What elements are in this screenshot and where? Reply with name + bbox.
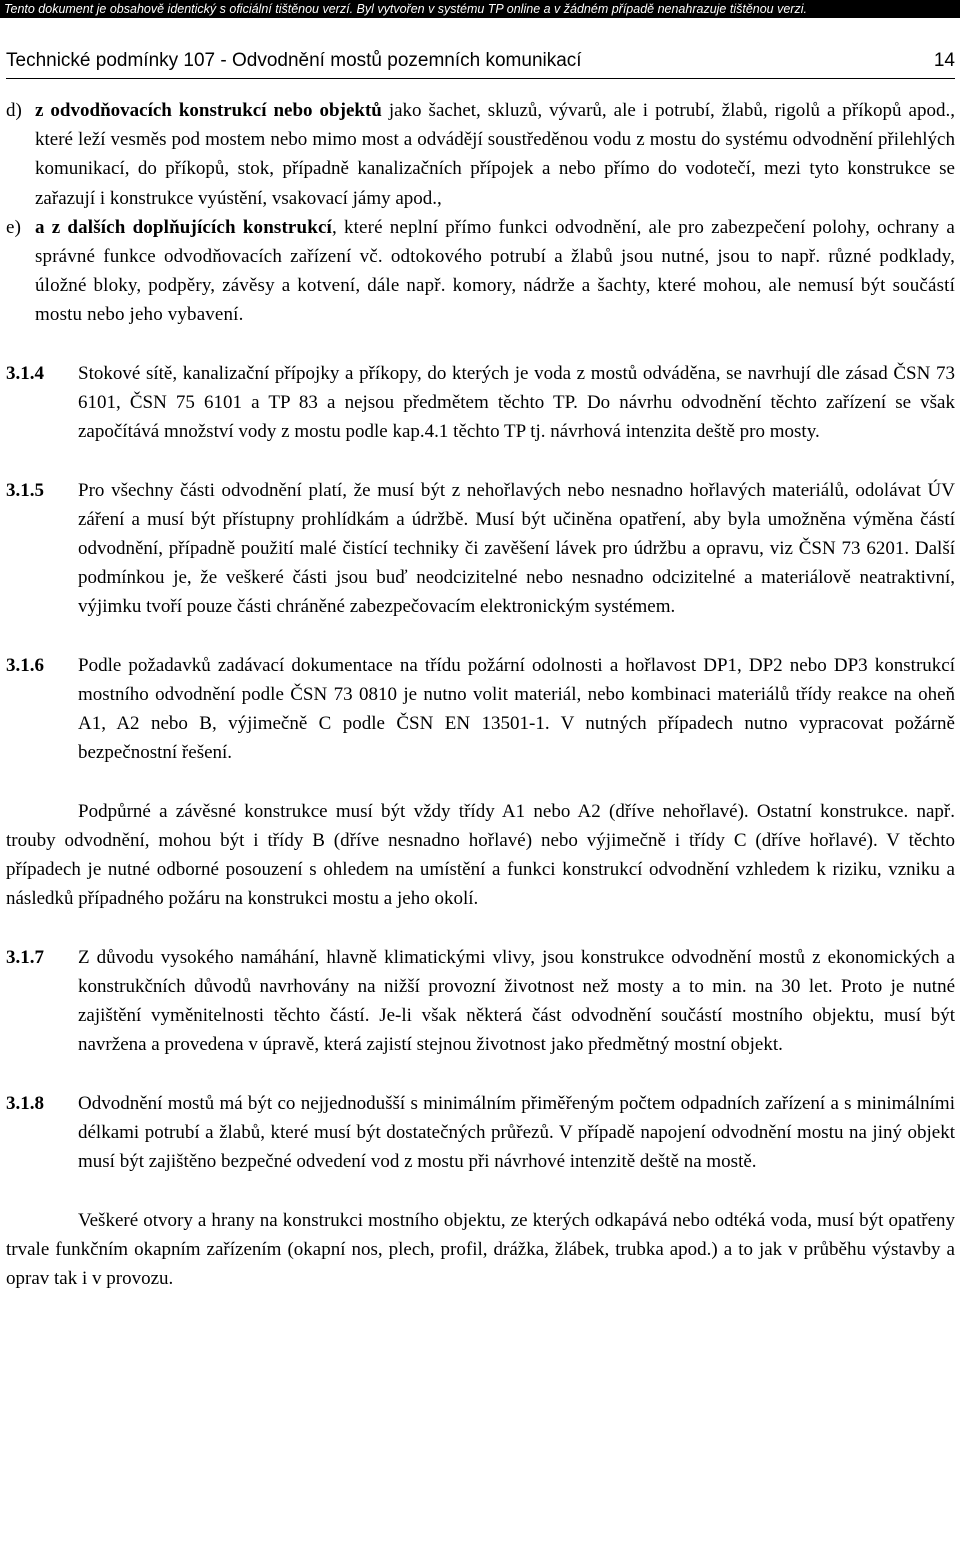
document-body	[6, 96, 955, 1293]
section-number: 3.1.4	[6, 362, 44, 384]
section-text: Pro všechny části odvodnění platí, že musí být z nehořlavých nebo nesnadno hořlavých materiálů, odolávat ÚV záření a musí být přístupny prohlídkám a údržbě. Musí být učiněna opatření, aby byla umožněna výměna částí odvodnění, případně použití malé čistící techniky či zavěšení lávek pro údržbu a opravu, viz ČSN 73 6201. Další podmínkou je, že veškeré části jsou buď neodcizitelné nebo nesnadno odcizitelné a materiálově neatraktivní, výjimku tvoří pouze části chráněné zabezpečovacím elektronickým systémem.	[78, 479, 955, 618]
section-number: 3.1.7	[6, 946, 44, 968]
list-item-e	[6, 213, 955, 330]
paragraph-openings-edges: Veškeré otvory a hrany na konstrukci mostního objektu, ze kterých odkapává nebo odtéká voda, musí být opatřeny trvale funkčním okapním zařízením (okapní nos, plech, profil, drážka, žlábek, trubka apod.) a to jak v průběhu výstavby a oprav tak i v provozu.	[6, 1209, 955, 1290]
paragraph-supporting-structures: Podpůrné a závěsné konstrukce musí být vždy třídy A1 nebo A2 (dříve nehořlavé). Ostatní konstrukce. např. trouby odvodnění, mohou být i třídy B (dříve nesnadno hořlavé) nebo výjimečně i třídy C (dříve hořlavé). V těchto případech je nutné odborné posouzení s ohledem na umístění a funkci konstrukcí odvodnění vzhledem k riziku, vzniku a následků případného požáru na konstrukci mostu a jeho okolí.	[6, 800, 955, 910]
list-item-text: , které neplní přímo funkci odvodnění, ale pro zabezpečení polohy, ochrany a správné funkce odvodňovacích zařízení vč. odtokového potrubí a žlabů jsou nutné, jsou to např. různé podklady, úložné bloky, podpěry, závěsy a kotvení, dále např. komory, nádrže a šachty, které mohou, ale nemusí být součástí mostu nebo jeho vybavení.	[35, 216, 956, 326]
list-item-bold: z odvodňovacích konstrukcí nebo objektů	[35, 100, 382, 121]
list-marker: d)	[6, 100, 22, 121]
list-item-bold: a z dalších doplňujících konstrukcí	[35, 216, 332, 238]
section-3-1-6	[6, 651, 955, 768]
section-3-1-7	[6, 943, 955, 1060]
section-3-1-8	[6, 1089, 955, 1177]
section-text: Podle požadavků zadávací dokumentace na třídu požární odolnosti a hořlavost DP1, DP2 nebo DP3 konstrukcí mostního odvodnění podle ČSN 73 0810 je nutno volit materiál, nebo kombinaci materiálů třídy reakce na oheň A1, A2 nebo B, výjimečně C podle ČSN EN 13501-1. V nutných případech nutno vypracovat požárně bezpečnostní řešení.	[78, 654, 955, 764]
page-header	[6, 48, 955, 79]
section-number: 3.1.8	[6, 1092, 44, 1114]
section-text: Z důvodu vysokého namáhání, hlavně klimatickými vlivy, jsou konstrukce odvodnění mostů z ekonomických a konstrukčních důvodů navrhovány na nižší provozní životnost než mosty a to min. na 30 let. Proto je nutné zajištění vyměnitelnosti těchto částí. Je-li však některá část odvodnění součástí mostního objektu, musí být navržena a provedena v úpravě, která zajistí stejnou životnost jako předmětný mostní objekt.	[78, 946, 955, 1056]
list-item-text: jako šachet, skluzů, vývarů, ale i potrubí, žlabů, rigolů a příkopů apod., které leží vesměs pod mostem nebo mimo most a odvádějí soustředěnou vodu z mostu do systému odvodnění přilehlých komunikací, do příkopů, stok, případně kanalizačních přípojek a nebo přímo do vodotečí, mezi tyto konstrukce se zařazují i konstrukce vyústění, vsakovací jámy apod.,	[35, 100, 955, 209]
section-number: 3.1.5	[6, 479, 44, 501]
section-text: Stokové sítě, kanalizační přípojky a příkopy, do kterých je voda z mostů odváděna, se navrhují dle zásad ČSN 73 6101, ČSN 75 6101 a TP 83 a nejsou předmětem těchto TP. Do návrhu odvodnění těchto zařízení se však započítává množství vody z mostu podle kap.4.1 těchto TP tj. návrhová intenzita deště pro mosty.	[78, 362, 955, 443]
document-title: Technické podmínky 107 - Odvodnění mostů pozemních komunikací	[6, 50, 582, 71]
list-marker: e)	[6, 216, 22, 238]
section-number: 3.1.6	[6, 654, 44, 676]
list-item-d	[6, 96, 955, 213]
disclaimer-banner: Tento dokument je obsahově identický s oficiální tištěnou verzí. Byl vytvořen v systému TP online a v žádném případě nenahrazuje tištěnou verzi.	[0, 0, 960, 18]
page-number: 14	[933, 50, 955, 71]
section-3-1-4	[6, 359, 955, 447]
section-3-1-5	[6, 476, 955, 622]
section-text: Odvodnění mostů má být co nejjednodušší s minimálním přiměřeným počtem odpadních zařízení a s minimálními délkami potrubí a žlabů, které musí být dostatečných průřezů. V případě napojení odvodnění mostu na jiný objekt musí být zajištěno bezpečné odvedení vod z mostu při návrhové intenzitě deště na mostě.	[78, 1092, 955, 1173]
